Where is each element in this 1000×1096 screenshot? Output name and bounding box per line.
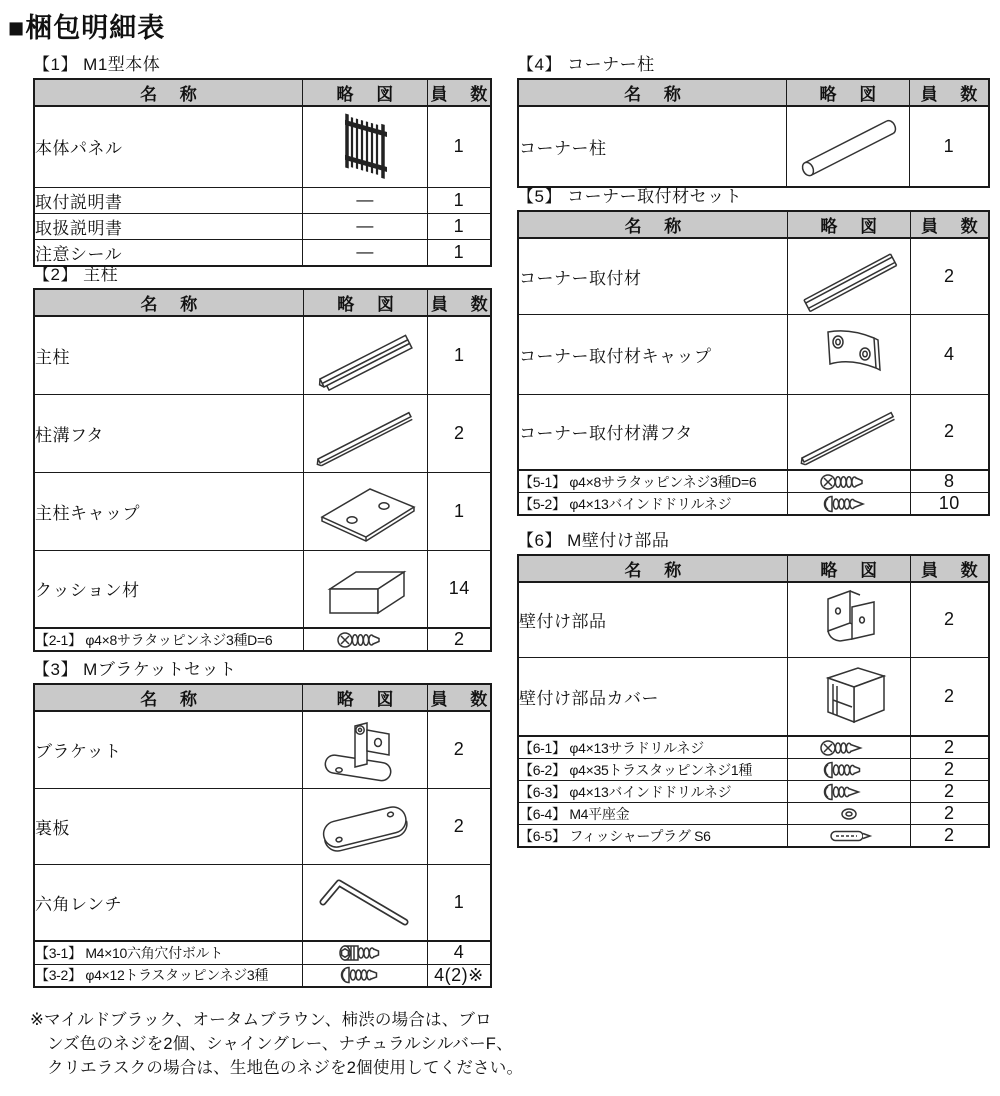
section-2 [33, 264, 492, 652]
sketch-cell [303, 964, 428, 987]
table-row [34, 864, 491, 941]
back-plate-sketch [309, 790, 421, 862]
table-row [34, 472, 491, 550]
part-qty: 2 [910, 736, 989, 759]
subpart-row [518, 781, 989, 803]
part-qty: 4 [910, 314, 989, 394]
no-sketch-dash: — [356, 242, 374, 261]
subpart-label: 【5-1】 φ4×8サラタッピンネジ3種D=6 [518, 470, 787, 493]
part-qty: 10 [910, 493, 989, 516]
column-header-name: 名 称 [518, 211, 787, 238]
column-header-qty: 員 数 [427, 79, 491, 106]
column-header-name: 名 称 [518, 555, 787, 582]
part-name: コーナー柱 [518, 106, 786, 187]
subpart-label: 【5-2】 φ4×13バインドドリルネジ [518, 493, 787, 516]
sketch-cell [786, 106, 909, 187]
column-header-name: 名 称 [518, 79, 786, 106]
table-row [518, 238, 989, 314]
truss-screw-icon [819, 761, 879, 779]
header-row [518, 79, 989, 106]
column-header-sketch: 略 図 [786, 79, 909, 106]
column-header-qty: 員 数 [910, 211, 989, 238]
table-row [34, 239, 491, 266]
bracket-sketch [309, 714, 421, 786]
table-row [518, 582, 989, 657]
table-row [34, 550, 491, 628]
column-header-name: 名 称 [34, 684, 303, 711]
sketch-cell [303, 628, 428, 651]
part-name: クッション材 [34, 550, 303, 628]
countersunk-screw-icon [819, 473, 879, 491]
footnote-line: クリエラスクの場合は、生地色のネジを2個使用してください。 [47, 1059, 524, 1077]
section-label: 【6】 M壁付け部品 [517, 531, 670, 550]
sketch-cell [787, 394, 910, 470]
column-header-sketch: 略 図 [303, 289, 428, 316]
sketch-cell [787, 493, 910, 516]
table-row [518, 657, 989, 736]
part-qty: 1 [909, 106, 989, 187]
sketch-cell [787, 657, 910, 736]
part-qty: 2 [428, 628, 491, 651]
bind-drill-screw-icon [819, 495, 879, 513]
table-row [34, 394, 491, 472]
flat-washer-icon [819, 805, 879, 823]
subpart-row [518, 803, 989, 825]
parts-table-3 [33, 683, 492, 988]
sketch-cell [303, 472, 428, 550]
parts-table-6 [517, 554, 990, 848]
subpart-row [518, 493, 989, 516]
subpart-label: 【6-4】 M4平座金 [518, 803, 787, 825]
part-qty: 4 [427, 941, 491, 964]
subpart-row [34, 941, 491, 964]
section-6 [517, 530, 990, 848]
part-qty: 1 [427, 187, 491, 213]
part-qty: 1 [428, 472, 491, 550]
part-name: 本体パネル [34, 106, 302, 187]
sketch-cell [787, 736, 910, 759]
part-name: 主柱キャップ [34, 472, 303, 550]
sketch-cell [302, 239, 427, 266]
countersunk-drill-screw-icon [819, 739, 879, 757]
hex-socket-bolt-icon [335, 943, 395, 963]
sketch-cell [303, 550, 428, 628]
footnote [30, 1008, 570, 1080]
table-row [34, 213, 491, 239]
truss-screw-icon [335, 965, 395, 985]
wall-mount-part-sketch [794, 585, 904, 655]
subpart-label: 【6-3】 φ4×13バインドドリルネジ [518, 781, 787, 803]
part-qty: 2 [910, 759, 989, 781]
no-sketch-dash: — [356, 190, 374, 209]
cushion-sketch [310, 553, 422, 625]
part-qty: 2 [427, 788, 491, 864]
part-name: 裏板 [34, 788, 303, 864]
part-qty: 2 [910, 803, 989, 825]
part-name: 柱溝フタ [34, 394, 303, 472]
section-label: 【1】 M1型本体 [33, 55, 161, 74]
column-header-name: 名 称 [34, 289, 303, 316]
parts-table-1 [33, 78, 492, 267]
part-qty: 2 [910, 238, 989, 314]
part-qty: 1 [427, 106, 491, 187]
hex-wrench-sketch [309, 866, 421, 938]
part-qty: 2 [910, 657, 989, 736]
part-qty: 8 [910, 470, 989, 493]
part-qty: 2 [427, 711, 491, 788]
part-name: ブラケット [34, 711, 303, 788]
part-name: 六角レンチ [34, 864, 303, 941]
column-header-qty: 員 数 [427, 684, 491, 711]
section-1 [33, 54, 492, 267]
section-label: 【4】 コーナー柱 [517, 55, 655, 74]
part-name: 取付説明書 [34, 187, 302, 213]
sketch-cell [303, 941, 428, 964]
countersunk-screw-icon [336, 631, 396, 649]
subpart-row [34, 628, 491, 651]
part-name: 壁付け部品カバー [518, 657, 787, 736]
subpart-label: 【3-2】 φ4×12トラスタッピンネジ3種 [34, 964, 303, 987]
table-row [34, 106, 491, 187]
part-qty: 1 [428, 316, 491, 394]
part-name: 取扱説明書 [34, 213, 302, 239]
column-header-sketch: 略 図 [787, 211, 910, 238]
part-name: コーナー取付材 [518, 238, 787, 314]
table-row [518, 106, 989, 187]
column-header-qty: 員 数 [910, 555, 989, 582]
footnote-line: ※マイルドブラック、オータムブラウン、柿渋の場合は、ブロ [30, 1011, 492, 1029]
table-row [518, 394, 989, 470]
subpart-label: 【6-1】 φ4×13サラドリルネジ [518, 736, 787, 759]
subpart-label: 【6-5】 フィッシャープラグ S6 [518, 825, 787, 848]
corner-groove-cover-sketch [794, 396, 904, 468]
part-name: コーナー取付材キャップ [518, 314, 787, 394]
no-sketch-dash: — [356, 216, 374, 235]
main-post-sketch [310, 319, 422, 391]
sketch-cell [302, 106, 427, 187]
column-header-name: 名 称 [34, 79, 302, 106]
header-row [34, 289, 491, 316]
section-label: 【3】 Mブラケットセット [33, 660, 237, 679]
bind-drill-screw-icon [819, 783, 879, 801]
part-name: コーナー取付材溝フタ [518, 394, 787, 470]
sketch-cell [303, 788, 428, 864]
table-row [34, 187, 491, 213]
column-header-sketch: 略 図 [302, 79, 427, 106]
header-row [518, 555, 989, 582]
sketch-cell [302, 213, 427, 239]
part-qty: 4(2)※ [427, 964, 491, 987]
subpart-row [34, 964, 491, 987]
part-qty: 1 [427, 213, 491, 239]
table-row [34, 788, 491, 864]
fischer-plug-icon [819, 827, 879, 845]
part-name: 主柱 [34, 316, 303, 394]
subpart-label: 【3-1】 M4×10六角穴付ボルト [34, 941, 303, 964]
section-5 [517, 186, 990, 516]
section-4 [517, 54, 990, 188]
sketch-cell [303, 394, 428, 472]
table-row [34, 711, 491, 788]
sketch-cell [303, 711, 428, 788]
part-qty: 14 [428, 550, 491, 628]
wall-mount-cover-sketch [794, 660, 904, 732]
subpart-row [518, 470, 989, 493]
sketch-cell [787, 582, 910, 657]
post-cap-sketch [310, 475, 422, 547]
corner-cap-sketch [794, 318, 904, 390]
header-row [34, 79, 491, 106]
sketch-cell [787, 803, 910, 825]
subpart-row [518, 736, 989, 759]
subpart-label: 【6-2】 φ4×35トラスタッピンネジ1種 [518, 759, 787, 781]
fence-panel-sketch [313, 111, 417, 183]
sketch-cell [302, 187, 427, 213]
footnote-line: ンズ色のネジを2個、シャイングレー、ナチュラルシルバーF、 [47, 1035, 513, 1053]
part-qty: 2 [910, 582, 989, 657]
sketch-cell [303, 316, 428, 394]
part-name: 壁付け部品 [518, 582, 787, 657]
table-row [518, 314, 989, 394]
header-row [518, 211, 989, 238]
header-row [34, 684, 491, 711]
column-header-qty: 員 数 [428, 289, 491, 316]
sketch-cell [303, 864, 428, 941]
sketch-cell [787, 314, 910, 394]
sketch-cell [787, 759, 910, 781]
corner-post-sketch [792, 111, 904, 183]
section-label: 【5】 コーナー取付材セット [517, 187, 743, 206]
part-qty: 2 [428, 394, 491, 472]
part-qty: 2 [910, 394, 989, 470]
section-label: 【2】 主柱 [33, 265, 119, 284]
subpart-row [518, 759, 989, 781]
sketch-cell [787, 825, 910, 848]
parts-table-5 [517, 210, 990, 516]
sketch-cell [787, 470, 910, 493]
sketch-cell [787, 238, 910, 314]
parts-table-4 [517, 78, 990, 188]
table-row [34, 316, 491, 394]
page-title: ■梱包明細表 [8, 13, 166, 43]
post-groove-cover-sketch [310, 397, 422, 469]
column-header-sketch: 略 図 [303, 684, 428, 711]
corner-attach-sketch [794, 240, 904, 312]
part-qty: 2 [910, 825, 989, 848]
section-3 [33, 659, 492, 988]
parts-table-2 [33, 288, 492, 652]
part-name: 注意シール [34, 239, 302, 266]
part-qty: 1 [427, 864, 491, 941]
part-qty: 2 [910, 781, 989, 803]
column-header-sketch: 略 図 [787, 555, 910, 582]
sketch-cell [787, 781, 910, 803]
subpart-label: 【2-1】 φ4×8サラタッピンネジ3種D=6 [34, 628, 303, 651]
subpart-row [518, 825, 989, 848]
part-qty: 1 [427, 239, 491, 266]
column-header-qty: 員 数 [909, 79, 989, 106]
